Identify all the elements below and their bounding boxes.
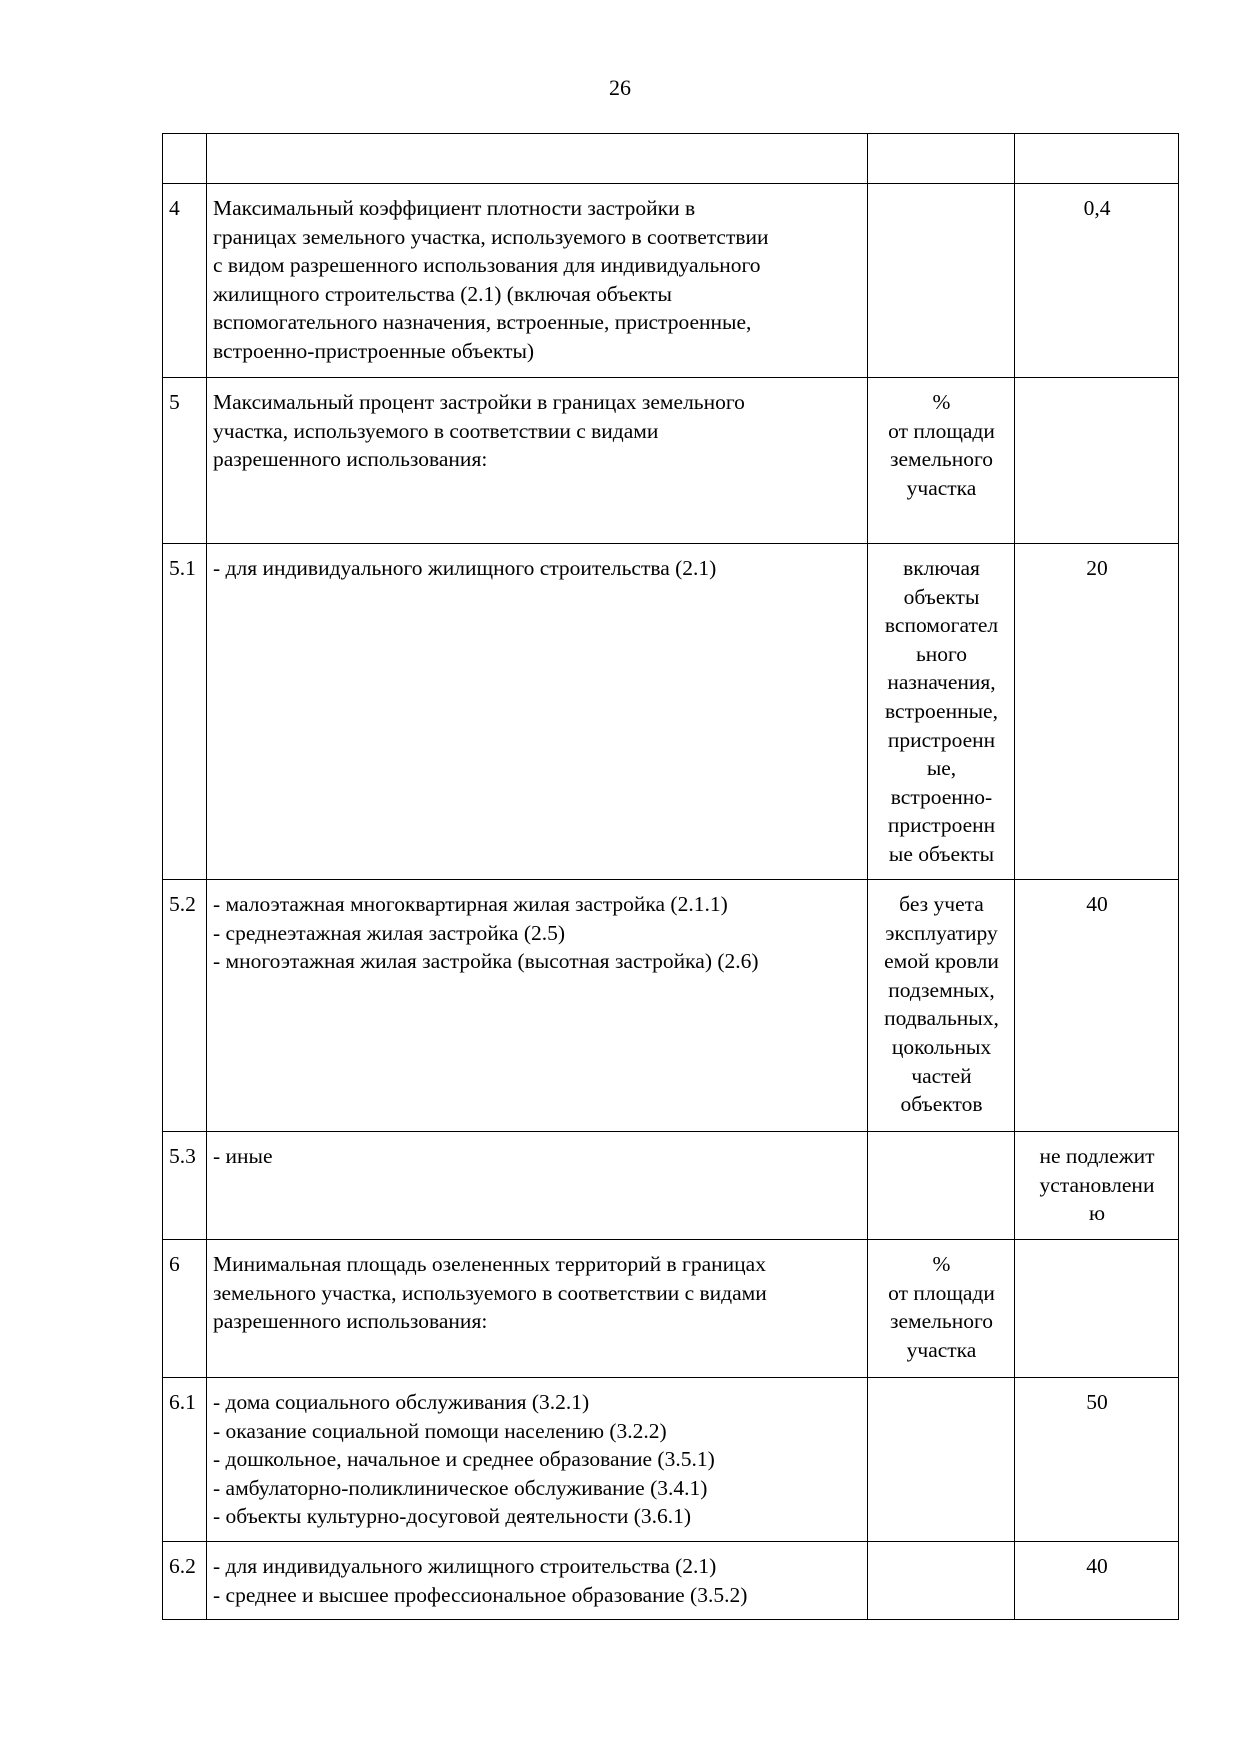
row-unit-line: от площади (888, 1280, 995, 1305)
row-number: 5.1 (163, 544, 207, 880)
row-unit-line: вспомогател (884, 613, 999, 638)
row-unit (868, 880, 1015, 1132)
table-row (163, 880, 1179, 1132)
row-number: 6.1 (163, 1378, 207, 1542)
row-description (207, 134, 868, 184)
row-value-line: 50 (1086, 1390, 1108, 1414)
row-description-line: Минимальная площадь озелененных территорий в границах (213, 1252, 766, 1276)
row-unit-line: включая (903, 556, 980, 580)
row-description-line: Максимальный коэффициент плотности застройки в (213, 196, 696, 220)
norms-table (162, 133, 1179, 1620)
table-row (163, 378, 1179, 544)
row-description-line: - иные (213, 1144, 273, 1168)
row-number: 6.2 (163, 1542, 207, 1620)
row-unit-line: % (932, 1252, 951, 1276)
row-value-line: 40 (1086, 1554, 1108, 1578)
page-number: 26 (609, 75, 631, 100)
row-unit-line: от площади (888, 418, 995, 443)
row-unit-line: подземных, (888, 977, 995, 1002)
row-description-line: - объекты культурно-досуговой деятельности (3.6.1) (213, 1504, 692, 1529)
row-description-line: - дошкольное, начальное и среднее образование (3.5.1) (213, 1447, 715, 1472)
row-value (1015, 544, 1179, 880)
row-value-line: 20 (1086, 556, 1108, 580)
row-unit-line: объектов (900, 1092, 983, 1117)
row-description-line: жилищного строительства (2.1) (включая объекты (213, 281, 672, 306)
row-number: 5 (163, 378, 207, 544)
row-description-line: - амбулаторно-поликлиническое обслуживание (3.4.1) (213, 1475, 708, 1500)
row-unit-line: пристроенн (887, 727, 996, 752)
row-unit (868, 1378, 1015, 1542)
row-number: 5.2 (163, 880, 207, 1132)
row-description (207, 1542, 868, 1620)
row-description-line: границах земельного участка, используемого в соответствии (213, 224, 769, 249)
row-value (1015, 1132, 1179, 1240)
row-number: 6 (163, 1240, 207, 1378)
row-value-line: установлени (1039, 1172, 1155, 1197)
row-unit-line: цокольных (891, 1034, 992, 1059)
row-description (207, 378, 868, 544)
row-description-line: - оказание социальной помощи населению (3.2.2) (213, 1418, 667, 1443)
row-unit-line: земельного (889, 447, 993, 472)
row-unit-line: земельного (889, 1309, 993, 1334)
row-description-line: - среднее и высшее профессиональное образование (3.5.2) (213, 1582, 748, 1607)
row-description-line: - дома социального обслуживания (3.2.1) (213, 1390, 590, 1414)
row-unit-line: % (932, 390, 951, 414)
row-value-line: 40 (1086, 892, 1108, 916)
row-description (207, 1240, 868, 1378)
row-value-line: ю (1088, 1201, 1106, 1226)
row-description-line: встроенно-пристроенные объекты) (213, 338, 535, 363)
row-value (1015, 1240, 1179, 1378)
row-description-line: - для индивидуального жилищного строительства (2.1) (213, 556, 717, 580)
row-description (207, 184, 868, 378)
row-value (1015, 134, 1179, 184)
row-unit-line: встроенно- (890, 784, 993, 809)
row-description-line: земельного участка, используемого в соответствии с видами (213, 1280, 767, 1305)
row-unit-line: эксплуатиру (885, 920, 998, 945)
row-unit-line: участка (906, 475, 977, 500)
row-unit-line: участка (906, 1337, 977, 1362)
row-unit-line: подвальных, (884, 1006, 999, 1031)
row-description (207, 544, 868, 880)
row-value (1015, 1542, 1179, 1620)
row-number: 5.3 (163, 1132, 207, 1240)
table-row (163, 1542, 1179, 1620)
row-description-line: - многоэтажная жилая застройка (высотная застройка) (2.6) (213, 949, 759, 974)
row-value-line: 0,4 (1083, 196, 1111, 220)
row-description-line: - среднеэтажная жилая застройка (2.5) (213, 920, 566, 945)
row-unit (868, 1240, 1015, 1378)
row-description-line: с видом разрешенного использования для индивидуального (213, 253, 761, 278)
row-unit (868, 1542, 1015, 1620)
row-number: 4 (163, 184, 207, 378)
row-unit-line: частей (911, 1063, 972, 1088)
row-unit (868, 378, 1015, 544)
row-description-line: разрешенного использования: (213, 1309, 488, 1334)
row-value (1015, 880, 1179, 1132)
table-row (163, 544, 1179, 880)
row-unit (868, 134, 1015, 184)
row-unit-line: ые объекты (888, 841, 995, 866)
row-description-line: разрешенного использования: (213, 447, 488, 472)
row-description-line: - малоэтажная многоквартирная жилая застройка (2.1.1) (213, 892, 728, 916)
row-unit (868, 544, 1015, 880)
row-unit-line: без учета (899, 892, 984, 916)
table-row (163, 184, 1179, 378)
row-description-line: - для индивидуального жилищного строительства (2.1) (213, 1554, 717, 1578)
row-unit-line: ые, (926, 756, 957, 781)
row-description (207, 880, 868, 1132)
row-description-line: вспомогательного назначения, встроенные, пристроенные, (213, 310, 752, 335)
table-row (163, 1378, 1179, 1542)
table-row (163, 1240, 1179, 1378)
table-row (163, 134, 1179, 184)
row-unit-line: объекты (903, 584, 980, 609)
row-unit-line: встроенные, (885, 698, 998, 723)
row-value (1015, 184, 1179, 378)
row-description (207, 1132, 868, 1240)
row-unit (868, 184, 1015, 378)
row-unit-line: ьного (915, 641, 968, 666)
row-unit (868, 1132, 1015, 1240)
row-description (207, 1378, 868, 1542)
row-unit-line: назначения, (887, 670, 996, 695)
row-value (1015, 378, 1179, 544)
row-unit-line: емой кровли (884, 949, 999, 974)
row-description-line: участка, используемого в соответствии с видами (213, 418, 659, 443)
row-value (1015, 1378, 1179, 1542)
row-description-line: Максимальный процент застройки в границах земельного (213, 390, 745, 414)
row-value-line: не подлежит (1039, 1144, 1155, 1168)
norms-table-body (163, 134, 1179, 1620)
row-number (163, 134, 207, 184)
row-unit-line: пристроенн (887, 813, 996, 838)
table-row (163, 1132, 1179, 1240)
